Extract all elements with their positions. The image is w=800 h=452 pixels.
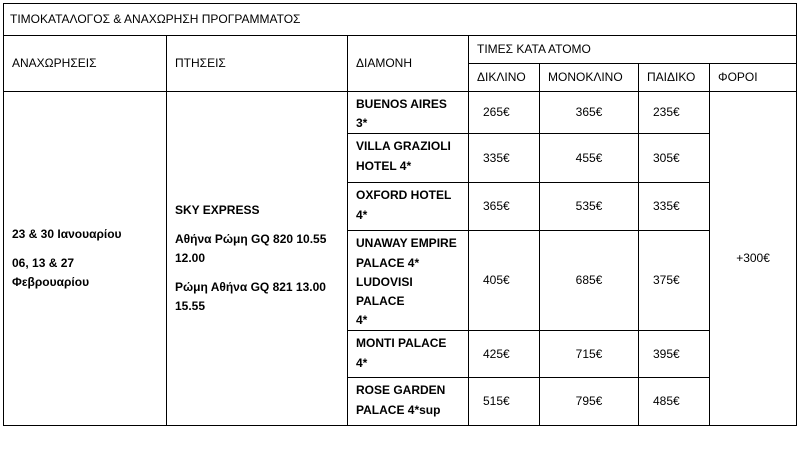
price-single: 365€: [540, 92, 639, 134]
price-double: 405€: [469, 231, 540, 331]
hotel-name-cell: [348, 378, 469, 426]
hotel-name-cont: 4*: [356, 207, 368, 222]
hotel-name-cont: PALACE 4*: [356, 255, 420, 270]
hotel-name-cell: [348, 134, 469, 183]
price-child: 395€: [639, 331, 710, 378]
hotel-name: OXFORD HOTEL: [356, 188, 452, 203]
hotel-name-cont: 4*: [356, 355, 368, 370]
header-flights: ΠΤΗΣΕΙΣ: [167, 36, 348, 92]
price-double: 515€: [469, 378, 540, 426]
hotel-name-cont: PALACE 4*sup: [356, 402, 441, 417]
departure-date-feb: 06, 13 & 27: [12, 256, 75, 271]
header-single: ΜΟΝΟΚΛΙΝΟ: [540, 64, 639, 92]
header-prices-per-person: ΤΙΜΕΣ ΚΑΤΑ ΑΤΟΜΟ: [469, 36, 797, 64]
price-single: 685€: [540, 231, 639, 331]
flight-carrier: SKY EXPRESS: [175, 202, 260, 217]
flight-return-line2: 15.55: [175, 299, 206, 314]
header-taxes: ΦΟΡΟΙ: [710, 64, 797, 92]
hotel-name: ROSE GARDEN: [356, 383, 446, 398]
price-single: 715€: [540, 331, 639, 378]
price-child: 235€: [639, 92, 710, 134]
price-child: 375€: [639, 231, 710, 331]
price-double: 365€: [469, 183, 540, 231]
hotel-name: UNAWAY EMPIRE: [356, 236, 457, 251]
table-title: ΤΙΜΟΚΑΤΑΛΟΓΟΣ & ΑΝΑΧΩΡΗΣΗ ΠΡΟΓΡΑΜΜΑΤΟΣ: [4, 4, 797, 36]
taxes-cell: +300€: [710, 92, 797, 426]
departures-cell: [4, 92, 167, 426]
header-child: ΠΑΙΔΙΚΟ: [639, 64, 710, 92]
hotel-name: BUENOS AIRES 3*: [348, 92, 469, 134]
hotel-name: MONTI PALACE: [356, 336, 447, 351]
flight-outbound-line2: 12.00: [175, 251, 206, 266]
hotel-name-cell: [348, 231, 469, 331]
price-single: 455€: [540, 134, 639, 183]
flights-cell: [167, 92, 348, 426]
hotel-name-cont: HOTEL 4*: [356, 158, 412, 173]
flight-outbound-line1: Αθήνα Ρώμη GQ 820 10.55: [175, 231, 327, 246]
hotel-name-alt-cont: 4*: [356, 313, 368, 328]
header-accommodation: ΔΙΑΜΟΝΗ: [348, 36, 469, 92]
price-double: 265€: [469, 92, 540, 134]
departure-date-jan: 23 & 30 Ιανουαρίου: [12, 226, 122, 241]
hotel-name-cell: [348, 183, 469, 231]
hotel-name-cell: [348, 331, 469, 378]
header-departures: ΑΝΑΧΩΡΗΣΕΙΣ: [4, 36, 167, 92]
price-child: 485€: [639, 378, 710, 426]
price-table: [3, 3, 797, 426]
hotel-name: VILLA GRAZIOLI: [356, 139, 451, 154]
departure-month-feb: Φεβρουαρίου: [12, 275, 90, 290]
price-child: 335€: [639, 183, 710, 231]
price-single: 795€: [540, 378, 639, 426]
price-child: 305€: [639, 134, 710, 183]
header-double: ΔΙΚΛΙΝΟ: [469, 64, 540, 92]
price-double: 335€: [469, 134, 540, 183]
hotel-name-alt: LUDOVISI PALACE: [356, 274, 413, 308]
flight-return-line1: Ρώμη Αθήνα GQ 821 13.00: [175, 280, 326, 295]
price-single: 535€: [540, 183, 639, 231]
price-double: 425€: [469, 331, 540, 378]
